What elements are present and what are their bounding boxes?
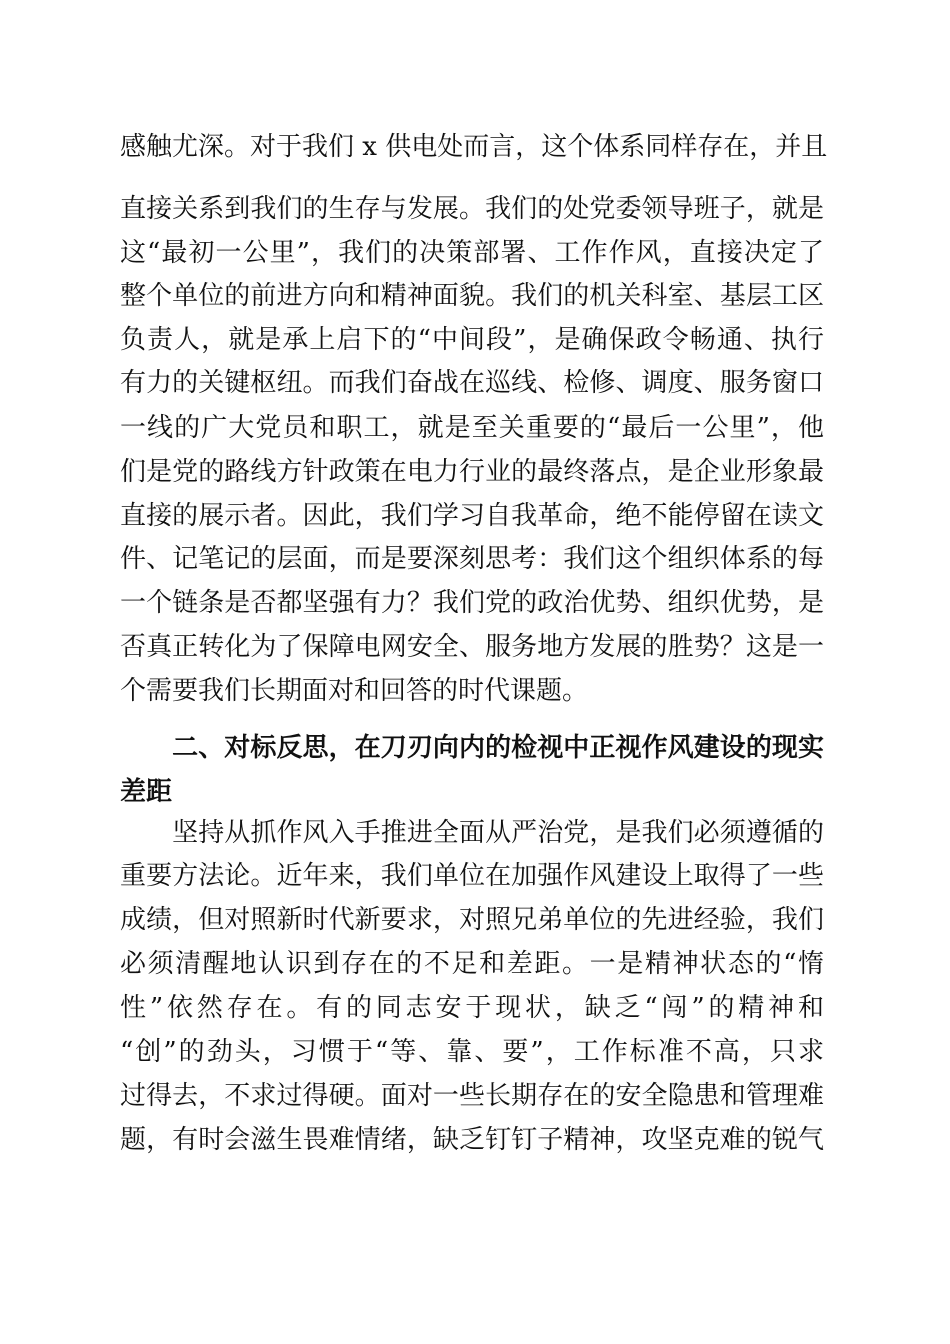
- text-line: 重要方法论。近年来，我们单位在加强作风建设上取得了一些: [120, 861, 824, 891]
- text-line: 坚持从抓作风入手推进全面从严治党，是我们必须遵循的: [120, 818, 824, 848]
- text-line: 必须清醒地认识到存在的不足和差距。一是精神状态的“惰: [120, 949, 824, 979]
- text-line: 个需要我们长期面对和回答的时代课题。: [120, 676, 589, 706]
- text-line: “创”的劲头，习惯于“等、靠、要”，工作标准不高，只求: [120, 1037, 824, 1067]
- text-line: 过得去，不求过得硬。面对一些长期存在的安全隐患和管理难: [120, 1081, 824, 1111]
- text-line: 直接的展示者。因此，我们学习自我革命，绝不能停留在读文: [120, 501, 824, 531]
- text-line: 感触尤深。对于我们 x 供电处而言，这个体系同样存在，并且: [120, 132, 828, 162]
- text-line: 有力的关键枢纽。而我们奋战在巡线、检修、调度、服务窗口: [120, 368, 824, 398]
- text-line: 否真正转化为了保障电网安全、服务地方发展的胜势？这是一: [120, 632, 824, 662]
- text-line: 这“最初一公里”，我们的决策部署、工作作风，直接决定了: [120, 238, 824, 268]
- text-line: 一个链条是否都坚强有力？我们党的政治优势、组织优势，是: [120, 588, 824, 618]
- heading-line: 差距: [120, 777, 173, 807]
- text-line: 题，有时会滋生畏难情绪，缺乏钉钉子精神，攻坚克难的锐气: [120, 1125, 824, 1155]
- text-line: 一线的广大党员和职工，就是至关重要的“最后一公里”，他: [120, 413, 824, 443]
- text-line: 件、记笔记的层面，而是要深刻思考：我们这个组织体系的每: [120, 544, 824, 574]
- heading-line: 二、对标反思，在刀刃向内的检视中正视作风建设的现实: [120, 733, 824, 763]
- text-line: 整个单位的前进方向和精神面貌。我们的机关科室、基层工区: [120, 281, 824, 311]
- text-line: 负责人，就是承上启下的“中间段”，是确保政令畅通、执行: [120, 325, 824, 355]
- text-line: 成绩，但对照新时代新要求，对照兄弟单位的先进经验，我们: [120, 905, 824, 935]
- text-line: 直接关系到我们的生存与发展。我们的处党委领导班子，就是: [120, 194, 824, 224]
- text-line: 性”依然存在。有的同志安于现状，缺乏“闯”的精神和: [120, 993, 824, 1023]
- text-line: 们是党的路线方针政策在电力行业的最终落点，是企业形象最: [120, 457, 824, 487]
